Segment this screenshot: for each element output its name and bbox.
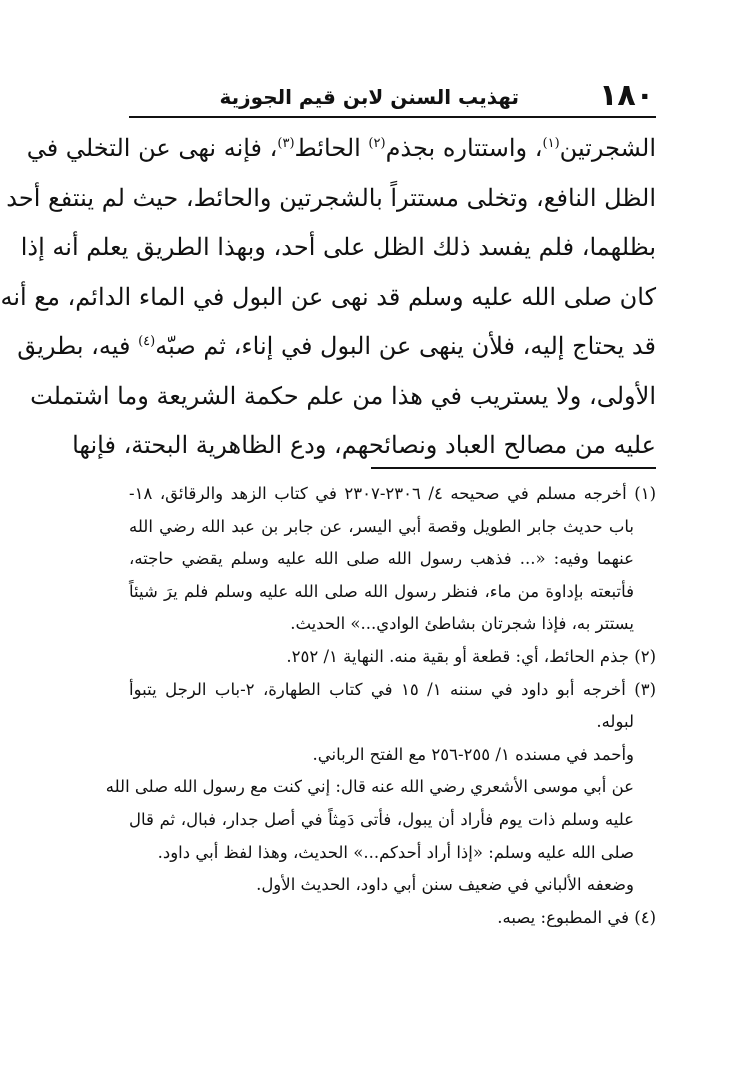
running-title: تهذيب السنن لابن قيم الجوزية	[219, 85, 519, 109]
footnote-line: وضعفه الألباني في ضعيف سنن أبي داود، الحديث الأول.	[256, 875, 634, 895]
page-header	[129, 76, 654, 118]
footnote-line: لبوله.	[596, 712, 634, 732]
text-segment: الشجرتين	[559, 134, 656, 162]
footnote-line: عن أبي موسى الأشعري رضي الله عنه قال: إني كنت مع رسول الله صلى الله	[105, 777, 634, 797]
text-segment: ، واستتاره بجذم	[385, 134, 543, 162]
footnote-line: (٤) في المطبوع: يصبه.	[497, 907, 656, 927]
footnote-line: عنهما وفيه: «... فذهب رسول الله صلى الله عليه وسلم يقضي حاجته،	[129, 549, 634, 569]
footnote-ref-4: (٤)	[138, 334, 156, 349]
page-number: ١٨٠	[599, 78, 654, 113]
main-text-line	[17, 322, 656, 372]
footnote-line: يستتر به، فإذا شجرتان بشاطئ الوادي...» الحديث.	[290, 614, 634, 634]
footnote-ref-1: (١)	[542, 136, 560, 151]
footnote-line: باب حديث جابر الطويل وقصة أبي اليسر، عن جابر بن عبد الله رضي الله	[129, 516, 634, 536]
footnote-line: صلى الله عليه وسلم: «إذا أراد أحدكم...» الحديث، وهذا لفظ أبي داود.	[157, 842, 634, 862]
text-segment: الحائط	[294, 134, 369, 162]
footnote-ref-2: (٢)	[368, 136, 386, 151]
header-divider	[129, 116, 656, 118]
footnote-line: وأحمد في مسنده ١/ ٢٥٥-٢٥٦ مع الفتح الرباني.	[312, 744, 634, 764]
main-text-line	[26, 124, 656, 174]
footnote-line: (٣) أخرجه أبو داود في سننه ١/ ١٥ في كتاب الطهارة، ٢-باب الرجل يتبوأ	[129, 679, 657, 699]
footnote-line: عليه وسلم ذات يوم فأراد أن يبول، فأتى دَمِثاً في أصل جدار، فبال، ثم قال	[129, 809, 634, 829]
main-text-line: الأولى، ولا يستريب في هذا من علم حكمة الشريعة وما اشتملت	[30, 381, 656, 410]
footnote-ref-3: (٣)	[277, 136, 295, 151]
main-text-line: عليه من مصالح العباد ونصائحهم، ودع الظاهرية البحتة، فإنها	[72, 431, 656, 459]
footnotes	[105, 478, 657, 934]
main-text	[0, 124, 656, 471]
footnote-divider	[371, 467, 656, 469]
footnote-line: (٢) جذم الحائط، أي: قطعة أو بقية منه. النهاية ١/ ٢٥٢.	[286, 646, 656, 666]
main-text-line: الظل النافع، وتخلى مستتراً بالشجرتين والحائط، حيث لم ينتفع أحد	[6, 183, 656, 212]
text-segment: قد يحتاج إليه، فلأن ينهى عن البول في إناء، ثم صبّه	[155, 332, 656, 360]
main-text-line: بظلهما، فلم يفسد ذلك الظل على أحد، وبهذا الطريق يعلم أنه إذا	[20, 233, 656, 261]
text-segment: ، فإنه نهى عن التخلي في	[26, 134, 278, 162]
main-text-line: كان صلى الله عليه وسلم قد نهى عن البول في الماء الدائم، مع أنه	[0, 282, 656, 311]
text-segment: فيه، بطريق	[17, 332, 139, 360]
footnote-line: (١) أخرجه مسلم في صحيحه ٤/ ٢٣٠٦-٢٣٠٧ في كتاب الزهد والرقائق، ١٨-	[129, 484, 657, 503]
footnote-line: فأتبعته بإداوة من ماء، فنظر رسول الله صلى الله عليه وسلم فلم يرَ شيئاً	[129, 581, 634, 601]
